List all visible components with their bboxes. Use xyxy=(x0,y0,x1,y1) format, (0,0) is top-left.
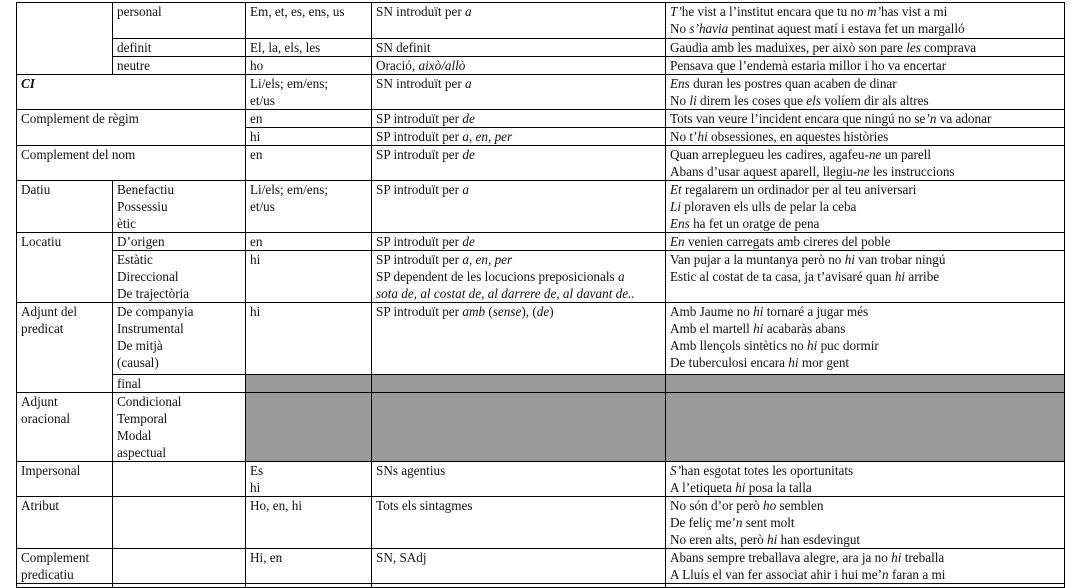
context-cell: Tots els sintagmes xyxy=(372,497,666,549)
subcategory-cell: personal xyxy=(113,3,246,39)
category-cell: Complement predicatiu xyxy=(17,549,113,584)
table-row xyxy=(17,251,1065,303)
table-row xyxy=(17,3,1065,39)
pronouns-cell: hi xyxy=(246,251,372,303)
category-cell: CI xyxy=(17,75,246,110)
examples-cell xyxy=(666,584,1065,588)
category-cell: Datiu xyxy=(17,181,113,233)
pronouns-cell-shaded xyxy=(246,375,372,393)
examples-cell: Tots van veure l’incident encara que ningú no se’n va adonar xyxy=(666,110,1065,128)
pronouns-cell xyxy=(246,584,372,588)
context-cell: SP introduït per a xyxy=(372,181,666,233)
context-cell: SP introduït per a, en, per xyxy=(372,128,666,146)
examples-cell: T’he vist a l’institut encara que tu no m’has vist a mi No s’havia pentinat aquest matí i estava fet un margalló xyxy=(666,3,1065,39)
context-cell: SP introduït per de xyxy=(372,146,666,181)
examples-cell: S’han esgotat totes les oportunitats A l’etiqueta hi posa la talla xyxy=(666,462,1065,497)
pronouns-cell: Li/els; em/ens; et/us xyxy=(246,75,372,110)
examples-cell: Amb Jaume no hi tornaré a jugar més Amb el martell hi acabaràs abans Amb llençols sintètics no hi puc dormir De tuberculosi encara hi mor gent xyxy=(666,303,1065,375)
pronouns-cell: hi xyxy=(246,303,372,375)
grammar-table xyxy=(16,2,1065,588)
category-cell xyxy=(17,3,113,75)
subcategory-cell: neutre xyxy=(113,57,246,75)
pronouns-cell: Es hi xyxy=(246,462,372,497)
context-cell xyxy=(372,584,666,588)
table-row xyxy=(17,233,1065,251)
subcategory-cell: Estàtic Direccional De trajectòria xyxy=(113,251,246,303)
table-row xyxy=(17,497,1065,549)
pronouns-cell: en xyxy=(246,233,372,251)
examples-cell: Abans sempre treballava alegre, ara ja no hi treballa A Lluís el van fer associat ahir i hui me’n faran a mi xyxy=(666,549,1065,584)
pronouns-cell: en xyxy=(246,110,372,128)
subcategory-cell: Condicional Temporal Modal aspectual xyxy=(113,393,246,462)
examples-cell: No són d’or però ho semblen De feliç me’n sent molt No eren alts, però hi han esdevingut xyxy=(666,497,1065,549)
table-row xyxy=(17,303,1065,375)
examples-cell: No t’hi obsessiones, en aquestes històries xyxy=(666,128,1065,146)
context-cell: SP introduït per de xyxy=(372,233,666,251)
subcategory-cell xyxy=(113,462,246,497)
table-row xyxy=(17,39,1065,57)
context-cell-shaded xyxy=(372,393,666,462)
category-cell xyxy=(17,584,113,588)
examples-cell: Gaudia amb les maduixes, per això son pare les comprava xyxy=(666,39,1065,57)
examples-cell-shaded xyxy=(666,375,1065,393)
pronouns-cell: Li/els; em/ens; et/us xyxy=(246,181,372,233)
pronouns-cell: ho xyxy=(246,57,372,75)
pronouns-cell: Ho, en, hi xyxy=(246,497,372,549)
context-cell: SN, SAdj xyxy=(372,549,666,584)
category-cell: Locatiu xyxy=(17,233,113,303)
subcategory-cell: definit xyxy=(113,39,246,57)
table-row xyxy=(17,146,1065,181)
category-cell: Adjunt del predicat xyxy=(17,303,113,393)
pronouns-cell: hi xyxy=(246,128,372,146)
pronouns-cell: Em, et, es, ens, us xyxy=(246,3,372,39)
table-row xyxy=(17,393,1065,462)
context-cell: SNs agentius xyxy=(372,462,666,497)
category-cell: Complement del nom xyxy=(17,146,246,181)
table-row xyxy=(17,549,1065,584)
category-cell: Adjunt oracional xyxy=(17,393,113,462)
context-cell: SN introduït per a xyxy=(372,3,666,39)
examples-cell: Pensava que l’endemà estaria millor i ho va encertar xyxy=(666,57,1065,75)
pronouns-cell: en xyxy=(246,146,372,181)
table-row xyxy=(17,75,1065,110)
examples-cell: Van pujar a la muntanya però no hi van trobar ningú Estic al costat de ta casa, ja t’avisaré quan hi arribe xyxy=(666,251,1065,303)
subcategory-cell: D’origen xyxy=(113,233,246,251)
category-cell: Atribut xyxy=(17,497,113,549)
subcategory-cell: final xyxy=(113,375,246,393)
context-cell: SP introduït per a, en, per SP dependent de les locucions preposicionals a sota de, al costat de, al darrere de, al davant de.. xyxy=(372,251,666,303)
pronouns-cell-shaded xyxy=(246,393,372,462)
category-cell: Impersonal xyxy=(17,462,113,497)
subcategory-cell xyxy=(113,584,246,588)
context-cell: SN introduït per a xyxy=(372,75,666,110)
subcategory-cell xyxy=(113,497,246,549)
table-row-cutoff xyxy=(17,584,1065,588)
context-cell: SP introduït per amb (sense), (de) xyxy=(372,303,666,375)
examples-cell: En venien carregats amb cireres del poble xyxy=(666,233,1065,251)
examples-cell-shaded xyxy=(666,393,1065,462)
table-row xyxy=(17,57,1065,75)
table-row xyxy=(17,462,1065,497)
subcategory-cell xyxy=(113,549,246,584)
context-cell-shaded xyxy=(372,375,666,393)
context-cell: Oració, això/allò xyxy=(372,57,666,75)
table-row xyxy=(17,110,1065,128)
pronouns-cell: El, la, els, les xyxy=(246,39,372,57)
subcategory-cell: De companyia Instrumental De mitjà (causal) xyxy=(113,303,246,375)
table-row xyxy=(17,375,1065,393)
examples-cell: Ens duran les postres quan acaben de dinar No li direm les coses que els volíem dir als altres xyxy=(666,75,1065,110)
context-cell: SN definit xyxy=(372,39,666,57)
pronouns-cell: Hi, en xyxy=(246,549,372,584)
examples-cell: Et regalarem un ordinador per al teu aniversari Li ploraven els ulls de pelar la ceba Ens ha fet un oratge de pena xyxy=(666,181,1065,233)
table-row xyxy=(17,181,1065,233)
subcategory-cell: Benefactiu Possessiu ètic xyxy=(113,181,246,233)
context-cell: SP introduït per de xyxy=(372,110,666,128)
category-cell: Complement de règim xyxy=(17,110,246,146)
examples-cell: Quan arreplegueu les cadires, agafeu-ne un parell Abans d’usar aquest aparell, llegiu-ne les instruccions xyxy=(666,146,1065,181)
